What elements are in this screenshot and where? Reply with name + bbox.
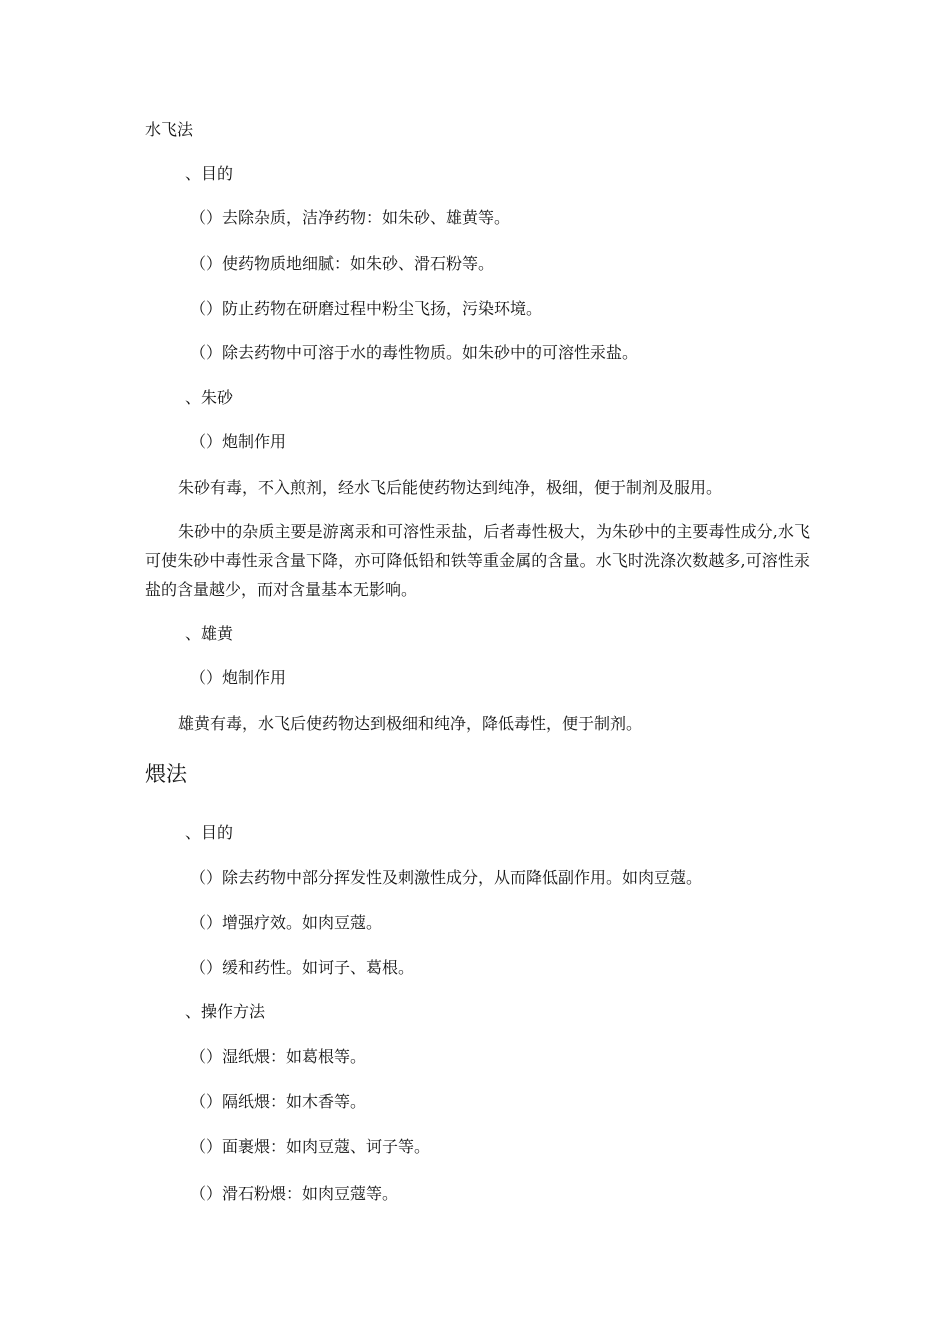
paragraph: 朱砂有毒，不入煎剂，经水飞后能使药物达到纯净，极细，便于制剂及服用。 [178, 478, 723, 497]
list-item: （）湿纸煨：如葛根等。 [190, 1047, 367, 1066]
list-item: （）增强疗效。如肉豆蔻。 [190, 913, 383, 932]
list-item: （）隔纸煨：如木香等。 [190, 1092, 367, 1111]
list-item: （）使药物质地细腻：如朱砂、滑石粉等。 [190, 254, 495, 273]
list-item: （）除去药物中可溶于水的毒性物质。如朱砂中的可溶性汞盐。 [190, 343, 639, 362]
heading-cinnabar: 、朱砂 [185, 388, 234, 407]
list-item: （）面裹煨：如肉豆蔻、诃子等。 [190, 1137, 431, 1156]
paragraph: 雄黄有毒，水飞后使药物达到极细和纯净，降低毒性，便于制剂。 [178, 714, 643, 733]
list-item: （）缓和药性。如诃子、葛根。 [190, 958, 415, 977]
subheading-processing-effect: （）炮制作用 [190, 432, 287, 451]
list-item: （）滑石粉煨：如肉豆蔻等。 [190, 1184, 399, 1203]
section-title-wei: 煨法 [145, 762, 187, 786]
heading-purpose: 、目的 [185, 823, 234, 842]
list-item: （）防止药物在研磨过程中粉尘飞扬，污染环境。 [190, 299, 543, 318]
list-item: （）去除杂质，洁净药物：如朱砂、雄黄等。 [190, 208, 511, 227]
section-title-water: 水飞法 [145, 120, 194, 139]
heading-method: 、操作方法 [185, 1002, 266, 1021]
paragraph: 朱砂中的杂质主要是游离汞和可溶性汞盐，后者毒性极大，为朱砂中的主要毒性成分,水飞可使朱砂中毒性汞含量下降，亦可降低铅和铁等重金属的含量。水飞时洗涤次数越多,可溶性汞盐的含量越少，而对含量基本无影响。 [145, 522, 810, 599]
subheading-processing-effect: （）炮制作用 [190, 668, 287, 687]
heading-realgar: 、雄黄 [185, 624, 234, 643]
list-item: （）除去药物中部分挥发性及刺激性成分，从而降低副作用。如肉豆蔻。 [190, 868, 703, 887]
heading-purpose: 、目的 [185, 164, 234, 183]
